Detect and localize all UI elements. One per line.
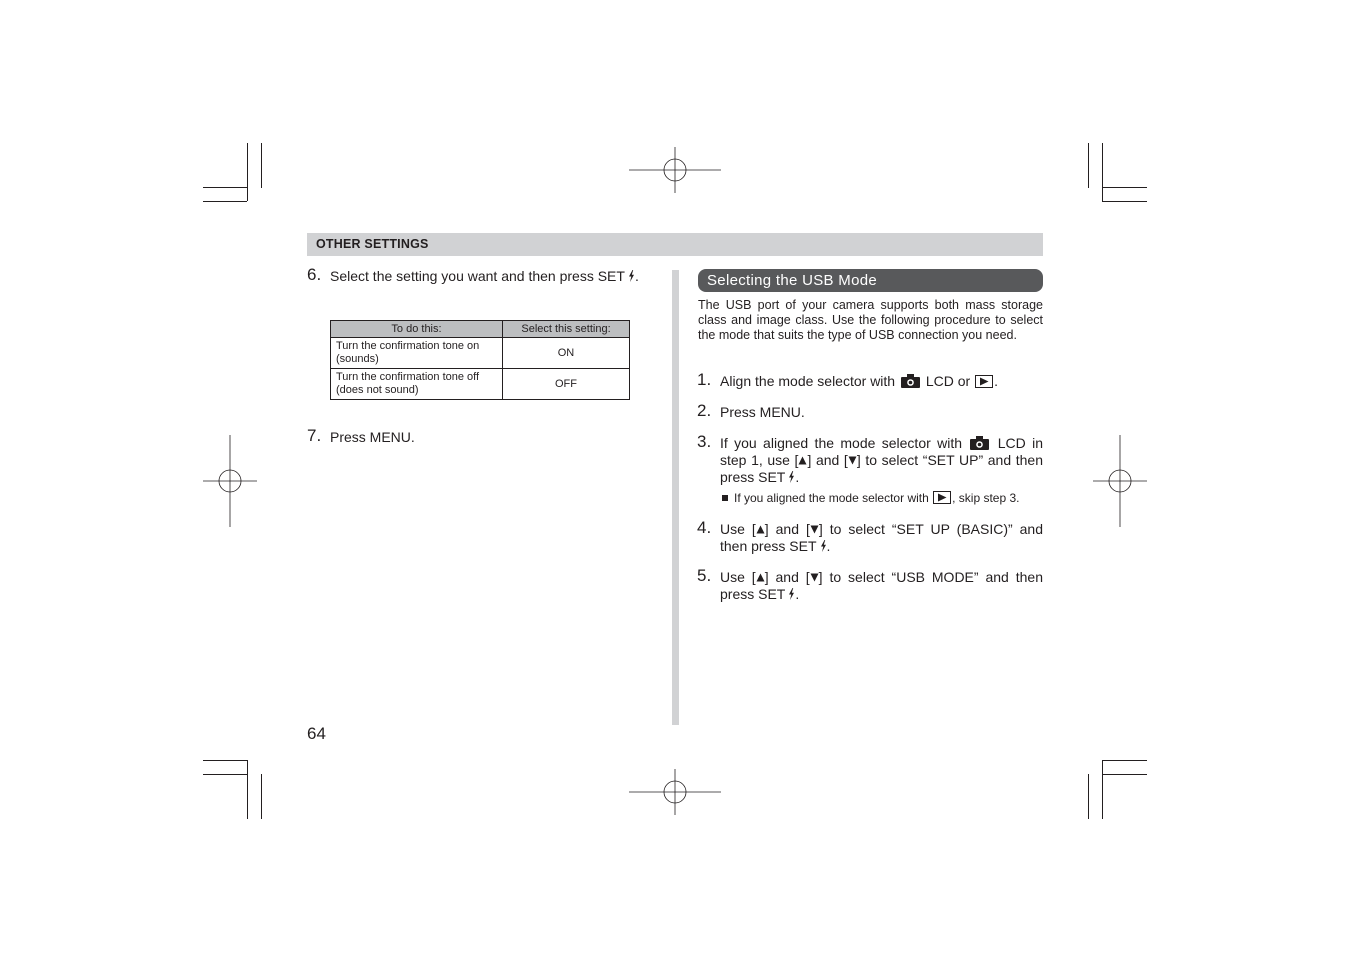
play-icon — [933, 491, 951, 504]
section-header-bar — [307, 233, 1043, 256]
registration-mark-left — [203, 435, 257, 527]
page-number: 64 — [307, 724, 326, 743]
section-title-bar — [698, 269, 1043, 292]
intro-paragraph: The USB port of your camera supports both mass storage class and image class. Use the following procedure to select the mode that suits the type of USB connection you need. — [698, 298, 1043, 342]
step-number: 2. — [697, 401, 712, 420]
step-text: Use [ ] and [ ] to select “SET UP (BASIC)” and then press SET . — [720, 521, 1043, 554]
registration-mark-bottom — [629, 769, 721, 815]
play-icon — [975, 375, 993, 388]
table-cell-action: Turn the confirmation tone off (does not sound) — [331, 369, 503, 400]
table-cell-setting: OFF — [503, 369, 630, 400]
column-divider — [672, 270, 679, 725]
step-number: 4. — [697, 518, 712, 537]
registration-mark-right — [1093, 435, 1147, 527]
table-row — [331, 369, 630, 400]
table-cell-setting: ON — [503, 338, 630, 369]
table-cell-action: Turn the confirmation tone on (sounds) — [331, 338, 503, 369]
up-triangle-icon — [756, 525, 765, 534]
camera-icon — [970, 436, 989, 450]
step-text: Align the mode selector with LCD or . — [720, 373, 999, 389]
step-text: Press MENU. — [720, 404, 805, 420]
lightning-icon — [820, 540, 827, 552]
up-triangle-icon — [756, 573, 765, 582]
camera-icon — [901, 374, 920, 388]
section-header-label: OTHER SETTINGS — [316, 237, 429, 251]
step-text: Select the setting you want and then press SET . — [330, 268, 639, 284]
lightning-icon — [628, 270, 635, 282]
table-header-cell: To do this: — [331, 321, 503, 338]
step-text: Use [ ] and [ ] to select “USB MODE” and then press SET . — [720, 569, 1043, 602]
step-text: Press MENU. — [330, 429, 415, 445]
settings-table — [330, 320, 630, 400]
step-number: 7. — [307, 426, 322, 445]
step-text: If you aligned the mode selector with LCD in step 1, use [ ] and [ ] to select “SET UP” and then press SET . — [720, 435, 1044, 485]
table-header-cell: Select this setting: — [503, 321, 630, 338]
step-number: 5. — [697, 566, 712, 585]
step-number: 3. — [697, 432, 712, 451]
table-row — [331, 338, 630, 369]
down-triangle-icon — [848, 456, 857, 465]
step-3-note: If you aligned the mode selector with , skip step 3. — [722, 491, 1020, 506]
down-triangle-icon — [810, 525, 819, 534]
square-bullet-icon — [722, 495, 728, 501]
section-title: Selecting the USB Mode — [707, 272, 878, 289]
down-triangle-icon — [810, 573, 819, 582]
step-number: 6. — [307, 265, 322, 284]
step-number: 1. — [697, 370, 712, 389]
registration-mark-top — [629, 147, 721, 193]
table-header-row — [331, 321, 630, 338]
